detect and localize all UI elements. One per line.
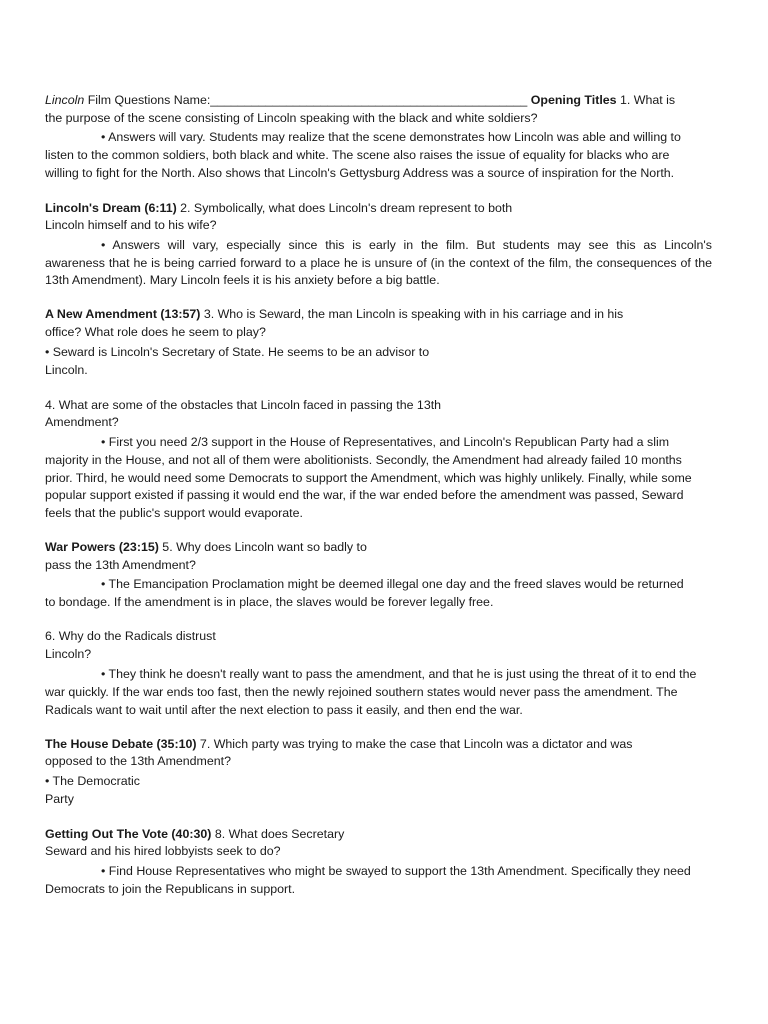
answer-text: popular support existed if passing it would end the war, if the war ended before the amendment was passed, Seward [45, 488, 684, 502]
answer-text: Lincoln. [45, 363, 88, 377]
question-text: Amendment? [45, 415, 119, 429]
answer-text: • Answers will vary, especially since this is early in the film. But students may see this as Lincoln's [101, 238, 712, 252]
section-heading: A New Amendment (13:57) [45, 307, 201, 321]
question-text: office? What role does he seem to play? [45, 325, 266, 339]
film-title: Lincoln [45, 93, 85, 107]
question-text: 3. Who is Seward, the man Lincoln is speaking with in his carriage and in his [200, 307, 624, 321]
document-header [45, 91, 675, 109]
question-7 [45, 735, 632, 753]
answer-text: awareness that he is being carried forward to a place he is unsure of (in the context of the film, the consequences of the [45, 256, 712, 270]
answer-text: 13th Amendment). Mary Lincoln feels it is his anxiety before a big battle. [45, 273, 440, 287]
answer-text: willing to fight for the North. Also shows that Lincoln's Gettysburg Address was a source of inspiration for the North. [45, 166, 675, 180]
answer-text: Party [45, 792, 74, 806]
question-text: 5. Why does Lincoln want so badly to [158, 540, 367, 554]
question-text: 7. Which party was trying to make the case that Lincoln was a dictator and was [196, 737, 633, 751]
question-text: 2. Symbolically, what does Lincoln's dream represent to both [176, 201, 513, 215]
name-blank: ______________________________________________ [210, 93, 528, 107]
question-text: pass the 13th Amendment? [45, 558, 196, 572]
answer-text: listen to the common soldiers, both black and white. The scene also raises the issue of equality for blacks who are [45, 148, 670, 162]
section-heading: Opening Titles [530, 93, 617, 107]
answer-text: • The Emancipation Proclamation might be deemed illegal one day and the freed slaves would be returned [101, 577, 684, 591]
section-heading: Lincoln's Dream (6:11) [45, 201, 177, 215]
answer-text: war quickly. If the war ends too fast, then the newly rejoined southern states would never pass the amendment. The [45, 685, 678, 699]
question-8 [45, 825, 344, 843]
question-text: Lincoln himself and to his wife? [45, 218, 217, 232]
answer-text: • Answers will vary. Students may realize that the scene demonstrates how Lincoln was able and willing to [101, 130, 681, 144]
answer-text: majority in the House, and not all of them were abolitionists. Secondly, the Amendment had already failed 10 months [45, 453, 682, 467]
question-text: Seward and his hired lobbyists seek to do? [45, 844, 281, 858]
answer-text: feels that the public's support would evaporate. [45, 506, 303, 520]
question-3 [45, 305, 623, 323]
section-heading: Getting Out The Vote (40:30) [45, 827, 212, 841]
section-heading: War Powers (23:15) [45, 540, 159, 554]
answer-text: • They think he doesn't really want to pass the amendment, and that he is just using the threat of it to end the [101, 667, 697, 681]
question-text: 4. What are some of the obstacles that Lincoln faced in passing the 13th [45, 398, 442, 412]
answer-text: • Find House Representatives who might be swayed to support the 13th Amendment. Specifically they need [101, 864, 691, 878]
section-heading: The House Debate (35:10) [45, 737, 197, 751]
answer-text: • First you need 2/3 support in the House of Representatives, and Lincoln's Republican Party had a slim [101, 435, 670, 449]
answer-text: Radicals want to wait until after the next election to pass it easily, and then end the war. [45, 703, 523, 717]
answer-text: prior. Third, he would need some Democrats to support the Amendment, which was highly unlikely. Finally, while some [45, 471, 692, 485]
question-text: Lincoln? [45, 647, 92, 661]
question-5 [45, 538, 367, 556]
question-2 [45, 199, 512, 217]
header-title: Film Questions Name: [84, 93, 211, 107]
question-text: 1. What is [616, 93, 676, 107]
answer-text: • The Democratic [45, 774, 141, 788]
answer-text: to bondage. If the amendment is in place, the slaves would be forever legally free. [45, 595, 494, 609]
question-text: 6. Why do the Radicals distrust [45, 629, 216, 643]
question-text: 8. What does Secretary [211, 827, 345, 841]
answer-text: Democrats to join the Republicans in support. [45, 882, 296, 896]
question-text: opposed to the 13th Amendment? [45, 754, 231, 768]
answer-text: • Seward is Lincoln's Secretary of State. He seems to be an advisor to [45, 345, 430, 359]
question-text: the purpose of the scene consisting of Lincoln speaking with the black and white soldiers? [45, 111, 538, 125]
